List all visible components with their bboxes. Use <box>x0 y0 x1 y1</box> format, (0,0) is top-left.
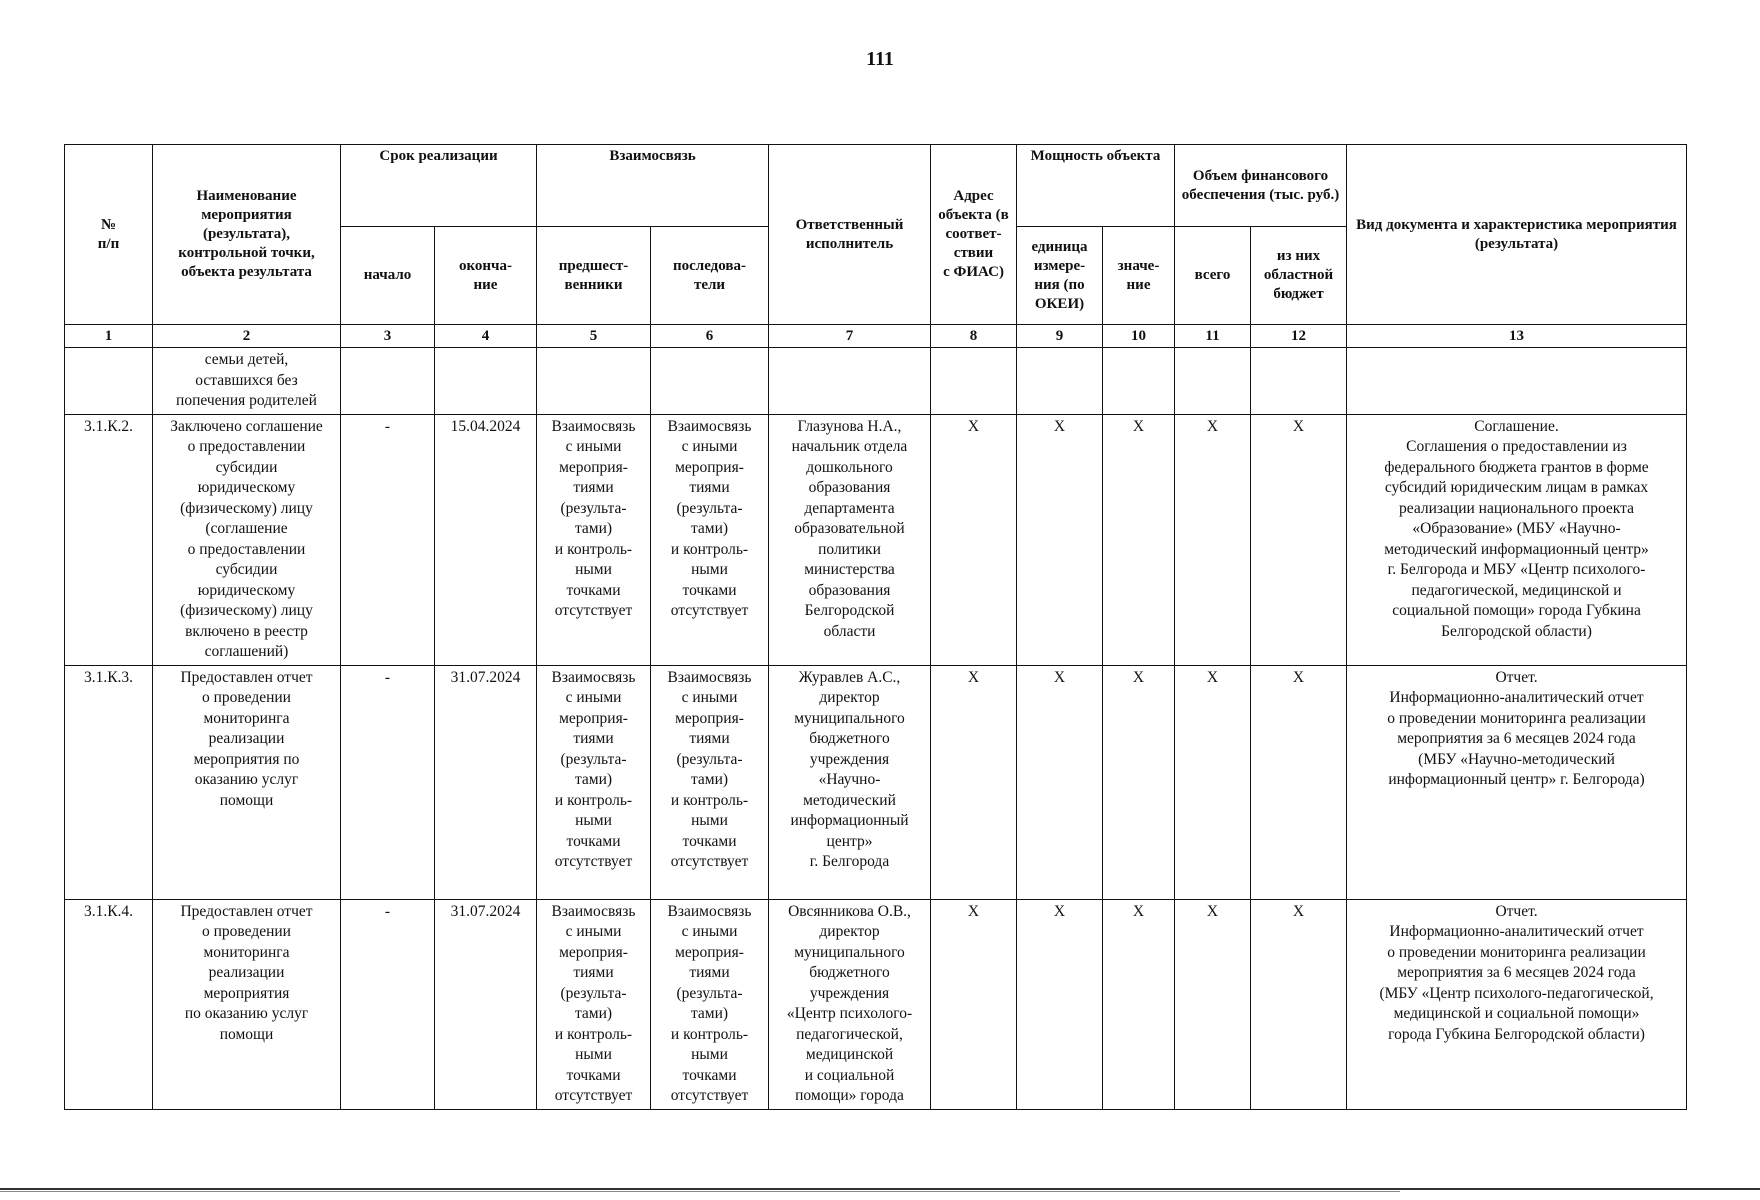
row-regional: Х <box>1251 899 1347 1109</box>
header-finance-total: всего <box>1175 227 1251 325</box>
row-end: 15.04.2024 <box>435 414 537 665</box>
row-unit: Х <box>1017 414 1103 665</box>
column-number: 6 <box>651 325 769 348</box>
row-responsible: Глазунова Н.А., начальник отдела дошкольного образования департамента образовательной политики министерства образования Белгородской области <box>769 414 931 665</box>
header-link-prev: предшест- венники <box>537 227 651 325</box>
header-link: Взаимосвязь <box>537 145 769 227</box>
column-number: 12 <box>1251 325 1347 348</box>
row-name: Заключено соглашение о предоставлении субсидии юридическому (физическому) лицу (соглашение о предоставлении субсидии юридическому (физическому) лицу включено в реестр соглашений) <box>153 414 341 665</box>
row-name: семьи детей, оставшихся без попечения родителей <box>153 348 341 415</box>
row-responsible: Овсянникова О.В., директор муниципального бюджетного учреждения «Центр психолого- педагогической, медицинской и социальной помощи» города <box>769 899 931 1109</box>
column-number-row <box>65 325 1687 348</box>
row-address: Х <box>931 665 1017 899</box>
row-num: 3.1.К.2. <box>65 414 153 665</box>
column-number: 2 <box>153 325 341 348</box>
row-end <box>435 348 537 415</box>
table-row <box>65 348 1687 415</box>
row-unit <box>1017 348 1103 415</box>
column-number: 1 <box>65 325 153 348</box>
header-responsible: Ответственный исполнитель <box>769 145 931 325</box>
column-number: 5 <box>537 325 651 348</box>
header-num: № п/п <box>65 145 153 325</box>
page-number: 111 <box>866 48 894 70</box>
header-finance: Объем финансового обеспечения (тыс. руб.) <box>1175 145 1347 227</box>
column-number: 8 <box>931 325 1017 348</box>
row-next: Взаимосвязь с иными мероприя- тиями (результа- тами) и контроль- ными точками отсутствует <box>651 899 769 1109</box>
column-number: 11 <box>1175 325 1251 348</box>
row-unit: Х <box>1017 899 1103 1109</box>
header-capacity: Мощность объекта <box>1017 145 1175 227</box>
row-value <box>1103 348 1175 415</box>
row-prev: Взаимосвязь с иными мероприя- тиями (результа- тами) и контроль- ными точками отсутствует <box>537 665 651 899</box>
row-doc: Отчет. Информационно-аналитический отчет о проведении мониторинга реализации мероприятия за 6 месяцев 2024 года (МБУ «Центр психолого-педагогической, медицинской и социальной помощи» города Губкина Белгородской области) <box>1347 899 1687 1109</box>
row-regional: Х <box>1251 414 1347 665</box>
row-next <box>651 348 769 415</box>
header-address: Адрес объекта (в соответ- ствии с ФИАС) <box>931 145 1017 325</box>
header-capacity-value: значе- ние <box>1103 227 1175 325</box>
plan-table <box>64 144 1687 1110</box>
row-value: Х <box>1103 899 1175 1109</box>
row-name: Предоставлен отчет о проведении мониторинга реализации мероприятия по оказанию услуг помощи <box>153 899 341 1109</box>
row-address <box>931 348 1017 415</box>
column-number: 7 <box>769 325 931 348</box>
table-row <box>65 665 1687 899</box>
row-end: 31.07.2024 <box>435 665 537 899</box>
row-regional <box>1251 348 1347 415</box>
column-number: 4 <box>435 325 537 348</box>
row-address: Х <box>931 414 1017 665</box>
row-start: - <box>341 665 435 899</box>
row-prev <box>537 348 651 415</box>
row-unit: Х <box>1017 665 1103 899</box>
row-num: 3.1.К.3. <box>65 665 153 899</box>
row-prev: Взаимосвязь с иными мероприя- тиями (результа- тами) и контроль- ными точками отсутствует <box>537 414 651 665</box>
header-term: Срок реализации <box>341 145 537 227</box>
row-next: Взаимосвязь с иными мероприя- тиями (результа- тами) и контроль- ными точками отсутствует <box>651 665 769 899</box>
scan-edge-line <box>0 1191 1400 1192</box>
header-term-end: оконча- ние <box>435 227 537 325</box>
row-responsible: Журавлев А.С., директор муниципального бюджетного учреждения «Научно- методический информационный центр» г. Белгорода <box>769 665 931 899</box>
row-total: Х <box>1175 414 1251 665</box>
row-start: - <box>341 899 435 1109</box>
row-start: - <box>341 414 435 665</box>
header-capacity-unit: единица измере- ния (по ОКЕИ) <box>1017 227 1103 325</box>
row-name: Предоставлен отчет о проведении мониторинга реализации мероприятия по оказанию услуг помощи <box>153 665 341 899</box>
column-number: 13 <box>1347 325 1687 348</box>
row-start <box>341 348 435 415</box>
table-row <box>65 414 1687 665</box>
header-link-next: последова- тели <box>651 227 769 325</box>
table-row <box>65 899 1687 1109</box>
row-num <box>65 348 153 415</box>
row-value: Х <box>1103 665 1175 899</box>
row-responsible <box>769 348 931 415</box>
row-address: Х <box>931 899 1017 1109</box>
row-end: 31.07.2024 <box>435 899 537 1109</box>
row-doc: Отчет. Информационно-аналитический отчет о проведении мониторинга реализации мероприятия за 6 месяцев 2024 года (МБУ «Научно-методический информационный центр» г. Белгорода) <box>1347 665 1687 899</box>
header-name: Наименование мероприятия (результата), контрольной точки, объекта результата <box>153 145 341 325</box>
row-total: Х <box>1175 899 1251 1109</box>
row-total: Х <box>1175 665 1251 899</box>
row-doc <box>1347 348 1687 415</box>
row-prev: Взаимосвязь с иными мероприя- тиями (результа- тами) и контроль- ными точками отсутствует <box>537 899 651 1109</box>
scan-edge-line <box>0 1188 1760 1190</box>
row-total <box>1175 348 1251 415</box>
column-number: 3 <box>341 325 435 348</box>
header-term-start: начало <box>341 227 435 325</box>
column-number: 9 <box>1017 325 1103 348</box>
row-value: Х <box>1103 414 1175 665</box>
header-finance-regional: из них областной бюджет <box>1251 227 1347 325</box>
row-next: Взаимосвязь с иными мероприя- тиями (результа- тами) и контроль- ными точками отсутствует <box>651 414 769 665</box>
row-num: 3.1.К.4. <box>65 899 153 1109</box>
row-doc: Соглашение. Соглашения о предоставлении из федерального бюджета грантов в форме субсидий юридическим лицам в рамках реализации национального проекта «Образование» (МБУ «Научно- методический информационный центр» г. Белгорода и МБУ «Центр психолого- педагогической, медицинской и социальной помощи» города Губкина Белгородской области) <box>1347 414 1687 665</box>
header-doc: Вид документа и характеристика мероприятия (результата) <box>1347 145 1687 325</box>
column-number: 10 <box>1103 325 1175 348</box>
row-regional: Х <box>1251 665 1347 899</box>
